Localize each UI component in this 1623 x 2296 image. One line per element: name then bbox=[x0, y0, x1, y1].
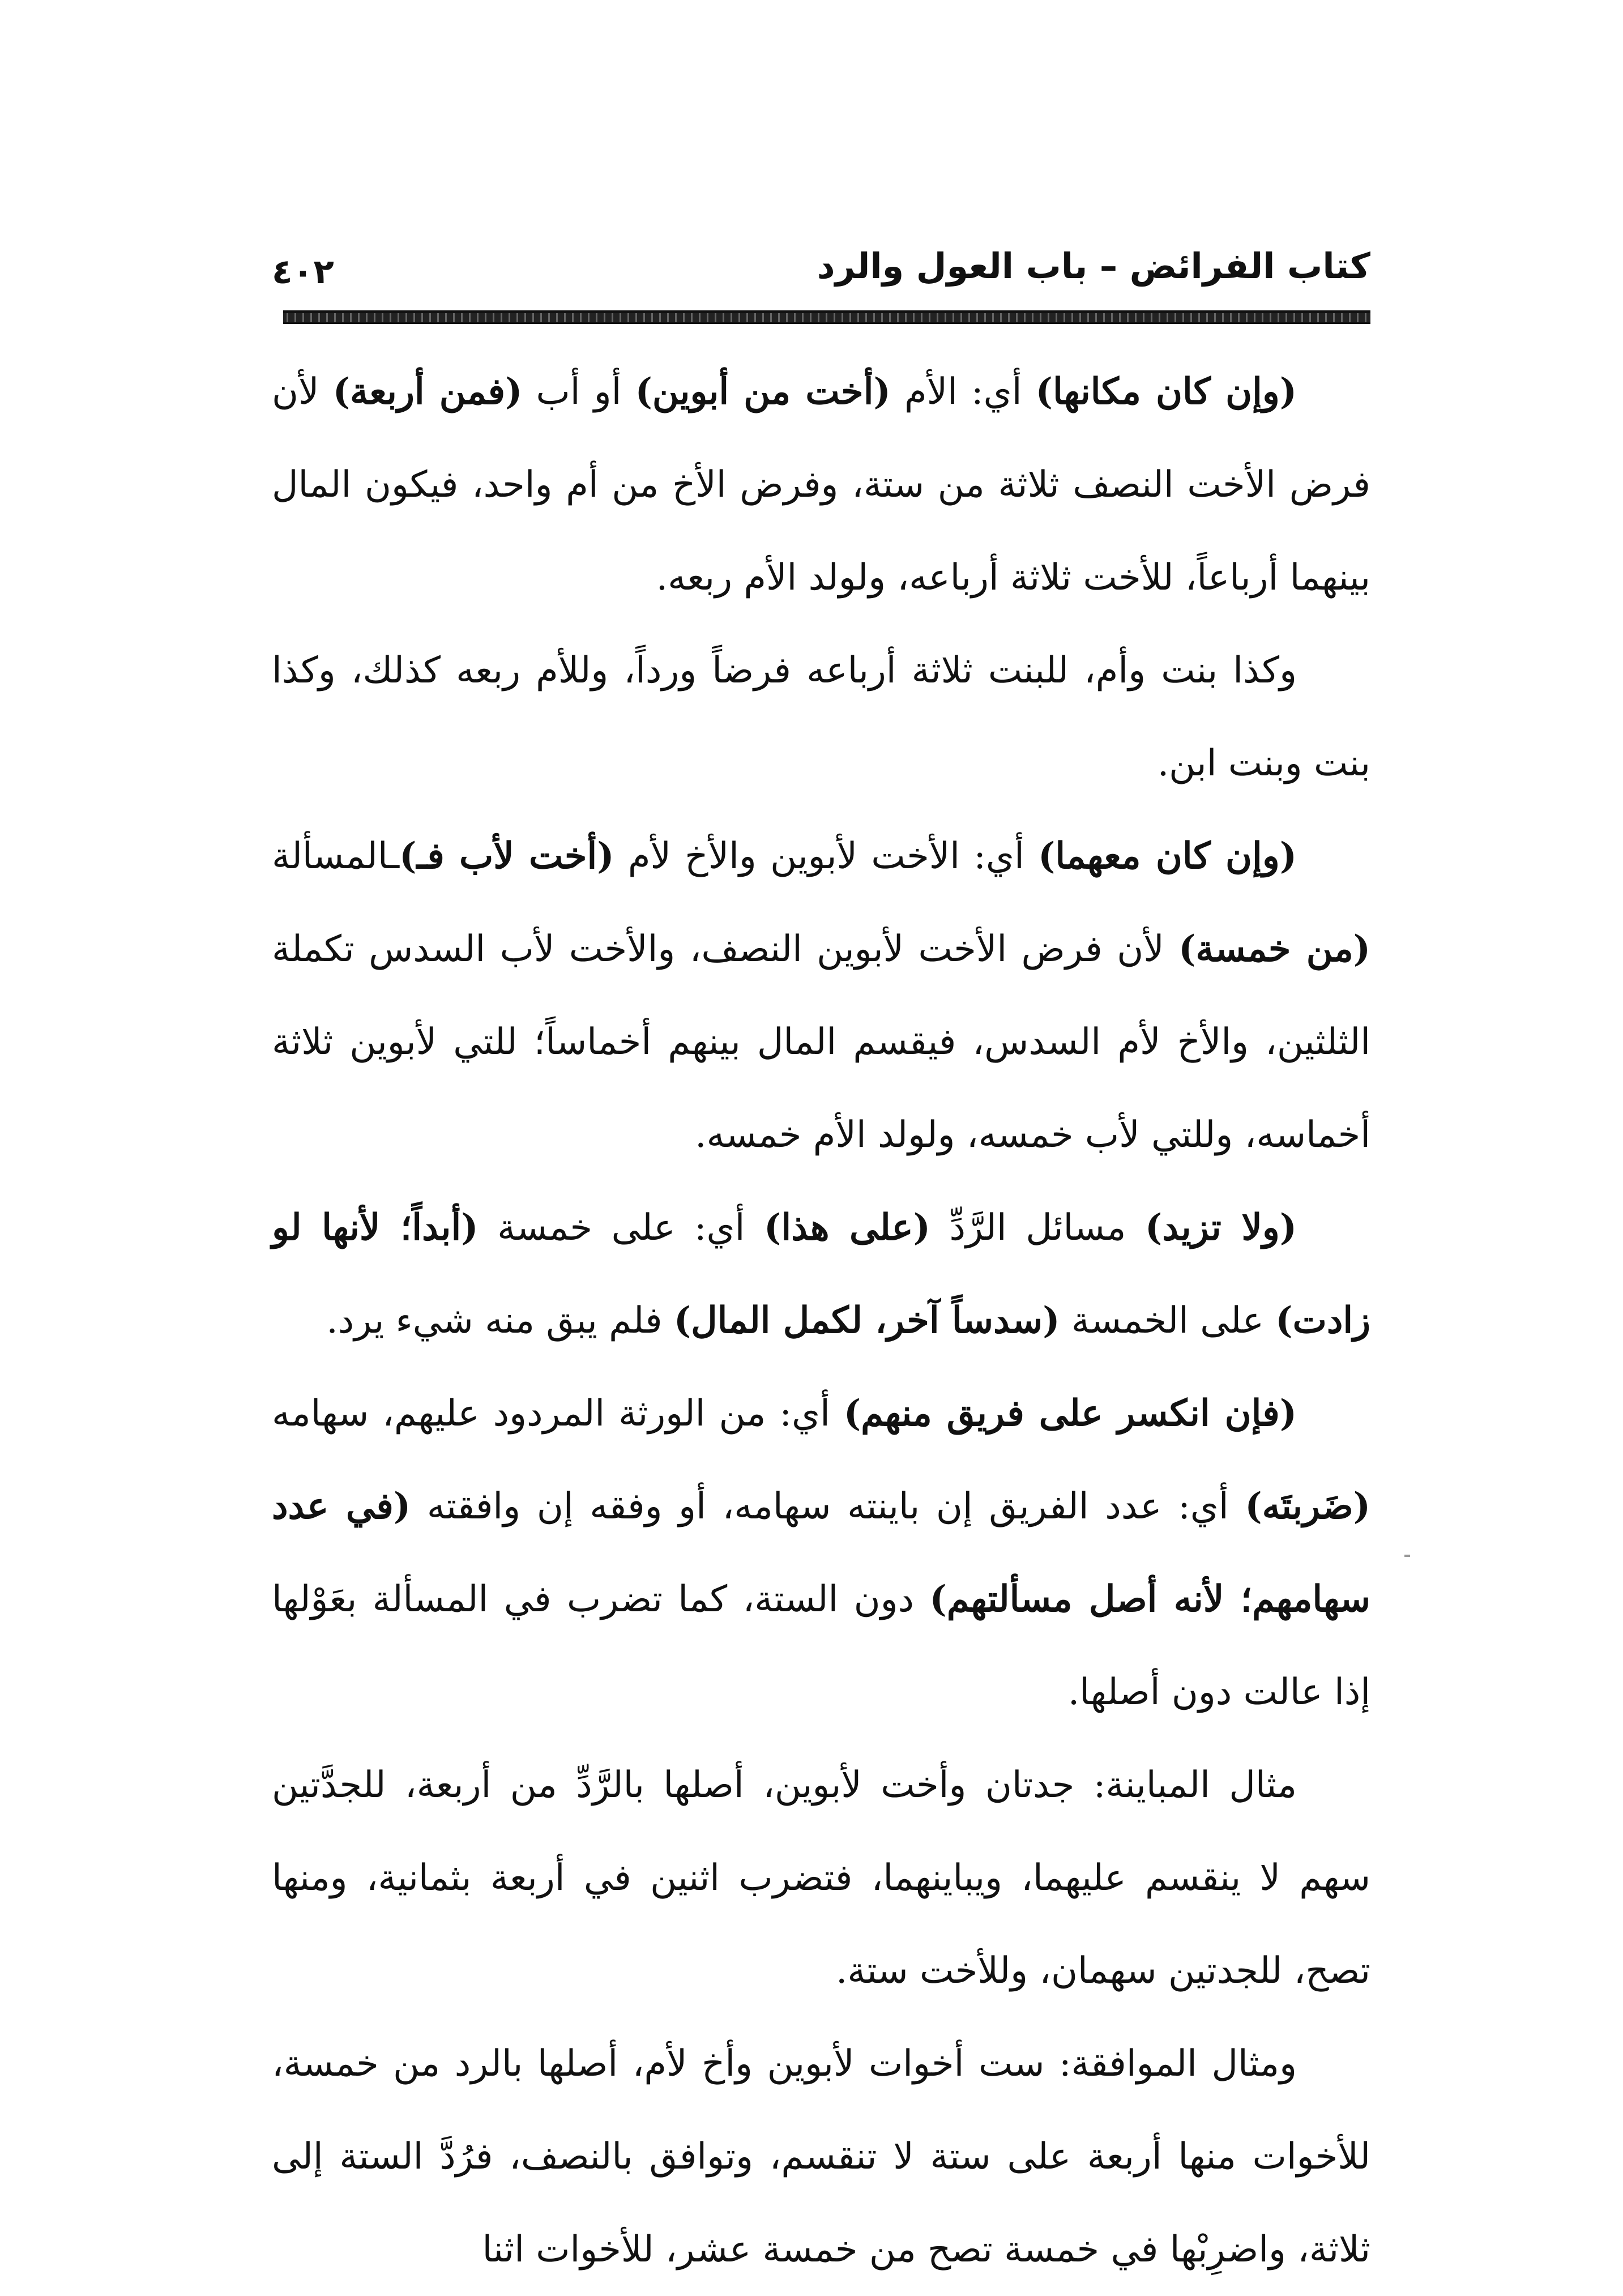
bold-segment: (سدساً آخر، لكمل المال) bbox=[673, 1299, 1060, 1342]
bold-segment: (وإن كان مكانها) bbox=[1035, 370, 1297, 413]
bold-segment: (على هذا) bbox=[764, 1206, 930, 1249]
text-segment: أي: على خمسة bbox=[478, 1207, 764, 1249]
text-segment: أي: الأخت لأبوين والأخ لأم bbox=[614, 835, 1039, 877]
bold-segment: (فمن أربعة) bbox=[332, 370, 523, 413]
bold-segment: (وإن كان معهما) bbox=[1038, 835, 1297, 877]
text-segment: أو أب bbox=[522, 371, 635, 413]
bold-segment: (أبداً؛ لأنها لو زادت) bbox=[272, 1206, 1370, 1342]
body-text bbox=[272, 345, 1370, 2296]
page-number: ٤٠٢ bbox=[272, 252, 334, 292]
text-segment: أي: الأم bbox=[890, 371, 1036, 413]
paragraph bbox=[272, 810, 1370, 1181]
paragraph bbox=[272, 1367, 1370, 1739]
text-segment: أي: عدد الفريق إن باينته سهامه، أو وفقه إن وافقته bbox=[411, 1486, 1245, 1527]
bold-segment: (ولا تزيد) bbox=[1145, 1206, 1297, 1249]
paragraph bbox=[272, 1739, 1370, 2017]
text-segment: مسائل الرَّدِّ bbox=[930, 1207, 1145, 1249]
text-segment: فلم يبق منه شيء يرد. bbox=[326, 1300, 674, 1342]
bold-segment: (ضَربتَه) bbox=[1245, 1485, 1371, 1527]
text-segment: دون الستة، كما تضرب في المسألة بعَوْلها إذا عالت دون أصلها. bbox=[272, 1578, 1370, 1713]
paragraph bbox=[272, 1181, 1370, 1367]
text-segment: أي: من الورثة المردود عليهم، سهامه bbox=[272, 1393, 844, 1435]
page-header bbox=[272, 238, 1370, 306]
paragraph bbox=[272, 624, 1370, 810]
text-segment: مثال المباينة: جدتان وأخت لأبوين، أصلها بالرَّدِّ من أربعة، للجدَّتين سهم لا ينقسم عليهما، ويباينهما، فتضرب اثنين في أربعة بثمانية، ومنها تصح، للجدتين سهمان، وللأخت ستة. bbox=[272, 1764, 1370, 1992]
bold-segment: (من خمسة) bbox=[1178, 928, 1370, 970]
paragraph bbox=[272, 345, 1370, 624]
running-title: كتاب الفرائض – باب العول والرد bbox=[817, 245, 1370, 287]
bold-segment: (أخت لأب فـ) bbox=[399, 835, 614, 877]
text-segment: لأن فرض الأخت النصف ثلاثة من ستة، وفرض الأخ من أم واحد، فيكون المال بينهما أرباعاً، للأخت ثلاثة أرباعه، ولولد الأم ربعه. bbox=[272, 371, 1370, 599]
margin-mark bbox=[1404, 1555, 1410, 1557]
bold-segment: (في عدد سهامهم؛ لأنه أصل مسألتهم) bbox=[272, 1485, 1371, 1620]
header-rule bbox=[283, 310, 1370, 324]
text-segment: وكذا بنت وأم، للبنت ثلاثة أرباعه فرضاً ورداً، وللأم ربعه كذلك، وكذا بنت وبنت ابن. bbox=[272, 650, 1370, 784]
text-segment: ومثال الموافقة: ست أخوات لأبوين وأخ لأم، أصلها بالرد من خمسة، للأخوات منها أربعة على ستة لا تنقسم، وتوافق بالنصف، فرُدَّ الستة إلى ثلاثة، واضرِبْها في خمسة تصح من خمسة عشر، للأخوات اثنا bbox=[272, 2043, 1370, 2271]
text-segment: على الخمسة bbox=[1060, 1300, 1276, 1342]
bold-segment: (فإن انكسر على فريق منهم) bbox=[843, 1392, 1297, 1435]
bold-segment: (أخت من أبوين) bbox=[635, 370, 891, 413]
text-segment: ـالمسألة bbox=[272, 835, 400, 877]
text-segment: لأن فرض الأخت لأبوين النصف، والأخت لأب السدس تكملة الثلثين، والأخ لأم السدس، فيقسم المال بينهم أخماساً؛ للتي لأبوين ثلاثة أخماسه، وللتي لأب خمسه، ولولد الأم خمسه. bbox=[272, 928, 1370, 1156]
paragraph bbox=[272, 2017, 1370, 2296]
